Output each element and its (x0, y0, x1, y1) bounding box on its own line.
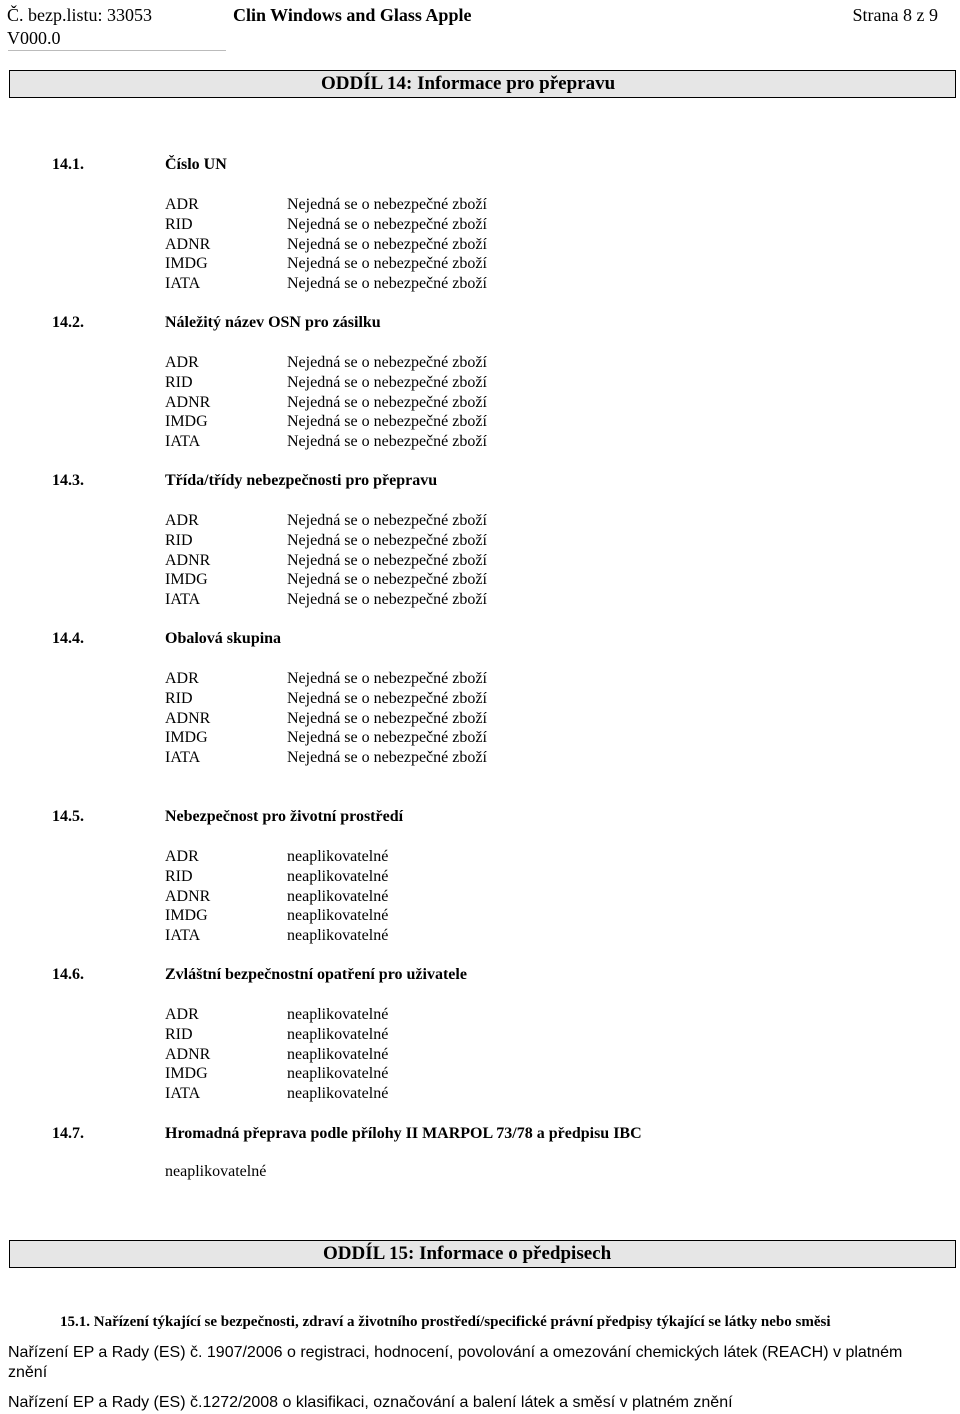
transport-mode-label: IMDG (165, 571, 208, 588)
subsection-title: Hromadná přeprava podle přílohy II MARPOL 73/78 a předpisu IBC (165, 1125, 642, 1142)
transport-mode-value: Nejedná se o nebezpečné zboží (287, 433, 487, 450)
subsection-title: Náležitý název OSN pro zásilku (165, 314, 381, 331)
transport-mode-label: ADNR (165, 552, 211, 569)
transport-mode-label: ADNR (165, 710, 211, 727)
section-15-title: ODDÍL 15: Informace o předpisech (323, 1243, 612, 1264)
transport-mode-label: IMDG (165, 907, 208, 924)
regulation-reach: Nařízení EP a Rady (ES) č. 1907/2006 o registraci, hodnocení, povolování a omezování chemických látek (REACH) v platném znění (8, 1344, 903, 1381)
transport-mode-label: ADNR (165, 888, 211, 905)
transport-mode-value: Nejedná se o nebezpečné zboží (287, 255, 487, 272)
transport-mode-value: neaplikovatelné (287, 868, 389, 885)
transport-mode-label: IMDG (165, 729, 208, 746)
transport-mode-label: ADNR (165, 394, 211, 411)
subsection-title: Nebezpečnost pro životní prostředí (165, 808, 404, 825)
transport-mode-value: Nejedná se o nebezpečné zboží (287, 374, 487, 391)
transport-mode-label: IMDG (165, 1065, 208, 1082)
transport-mode-label: ADR (165, 512, 199, 529)
subsection-title: Číslo UN (165, 156, 227, 173)
transport-mode-value: neaplikovatelné (287, 1006, 389, 1023)
transport-mode-value: neaplikovatelné (287, 927, 389, 944)
transport-mode-value: Nejedná se o nebezpečné zboží (287, 196, 487, 213)
transport-mode-label: IMDG (165, 413, 208, 430)
header-divider (8, 50, 226, 51)
sheet-number: Č. bezp.listu: 33053 (7, 5, 152, 25)
subsection-number: 14.3. (52, 472, 84, 489)
section-15-bar (9, 1240, 956, 1268)
transport-mode-value: Nejedná se o nebezpečné zboží (287, 394, 487, 411)
regulation-clp: Nařízení EP a Rady (ES) č.1272/2008 o klasifikaci, označování a balení látek a směsí v platném znění (8, 1394, 733, 1411)
subsection-number: 14.5. (52, 808, 84, 825)
subsection-number: 14.2. (52, 314, 84, 331)
transport-mode-value: Nejedná se o nebezpečné zboží (287, 591, 487, 608)
transport-mode-value: Nejedná se o nebezpečné zboží (287, 729, 487, 746)
transport-mode-value: Nejedná se o nebezpečné zboží (287, 749, 487, 766)
transport-mode-label: RID (165, 868, 193, 885)
transport-mode-label: IATA (165, 591, 201, 608)
transport-mode-value: Nejedná se o nebezpečné zboží (287, 216, 487, 233)
subsection-title: Zvláštní bezpečnostní opatření pro uživatele (165, 966, 467, 983)
section-14-bar (9, 70, 956, 98)
subsection-number: 14.1. (52, 156, 84, 173)
subsection-title: Třída/třídy nebezpečnosti pro přepravu (165, 472, 438, 489)
transport-mode-label: ADNR (165, 1046, 211, 1063)
transport-mode-label: ADR (165, 1006, 199, 1023)
transport-mode-value: Nejedná se o nebezpečné zboží (287, 354, 487, 371)
transport-mode-label: IMDG (165, 255, 208, 272)
transport-mode-label: RID (165, 532, 193, 549)
subsection-value: neaplikovatelné (165, 1163, 267, 1180)
section-14-title: ODDÍL 14: Informace pro přepravu (321, 73, 616, 94)
transport-mode-value: Nejedná se o nebezpečné zboží (287, 552, 487, 569)
transport-mode-value: Nejedná se o nebezpečné zboží (287, 571, 487, 588)
transport-mode-label: IATA (165, 927, 201, 944)
transport-mode-value: Nejedná se o nebezpečné zboží (287, 413, 487, 430)
transport-mode-label: ADR (165, 670, 199, 687)
transport-mode-label: ADR (165, 848, 199, 865)
subsection-title: Obalová skupina (165, 630, 282, 647)
transport-mode-value: Nejedná se o nebezpečné zboží (287, 690, 487, 707)
subsection-15-1: 15.1. Nařízení týkající se bezpečnosti, zdraví a životního prostředí/specifické právní předpisy týkající se látky nebo směsi (60, 1314, 831, 1330)
subsection-number: 14.4. (52, 630, 84, 647)
transport-mode-value: Nejedná se o nebezpečné zboží (287, 512, 487, 529)
transport-mode-label: ADR (165, 196, 199, 213)
transport-mode-value: Nejedná se o nebezpečné zboží (287, 275, 487, 292)
transport-mode-value: Nejedná se o nebezpečné zboží (287, 670, 487, 687)
transport-mode-label: RID (165, 216, 193, 233)
transport-mode-value: neaplikovatelné (287, 1046, 389, 1063)
transport-mode-label: RID (165, 1026, 193, 1043)
transport-mode-label: IATA (165, 433, 201, 450)
version: V000.0 (7, 28, 61, 48)
transport-mode-label: ADR (165, 354, 199, 371)
subsection-number: 14.6. (52, 966, 84, 983)
page-number: Strana 8 z 9 (852, 5, 938, 25)
transport-mode-value: neaplikovatelné (287, 1026, 389, 1043)
product-name: Clin Windows and Glass Apple (233, 5, 472, 25)
transport-mode-value: Nejedná se o nebezpečné zboží (287, 236, 487, 253)
transport-mode-label: IATA (165, 275, 201, 292)
transport-mode-label: ADNR (165, 236, 211, 253)
transport-mode-value: neaplikovatelné (287, 907, 389, 924)
transport-mode-value: neaplikovatelné (287, 1065, 389, 1082)
transport-mode-value: neaplikovatelné (287, 1085, 389, 1102)
transport-mode-value: neaplikovatelné (287, 848, 389, 865)
transport-mode-label: RID (165, 374, 193, 391)
transport-mode-value: neaplikovatelné (287, 888, 389, 905)
transport-mode-label: IATA (165, 1085, 201, 1102)
transport-mode-label: IATA (165, 749, 201, 766)
transport-mode-label: RID (165, 690, 193, 707)
transport-mode-value: Nejedná se o nebezpečné zboží (287, 710, 487, 727)
transport-mode-value: Nejedná se o nebezpečné zboží (287, 532, 487, 549)
subsection-number: 14.7. (52, 1125, 84, 1142)
